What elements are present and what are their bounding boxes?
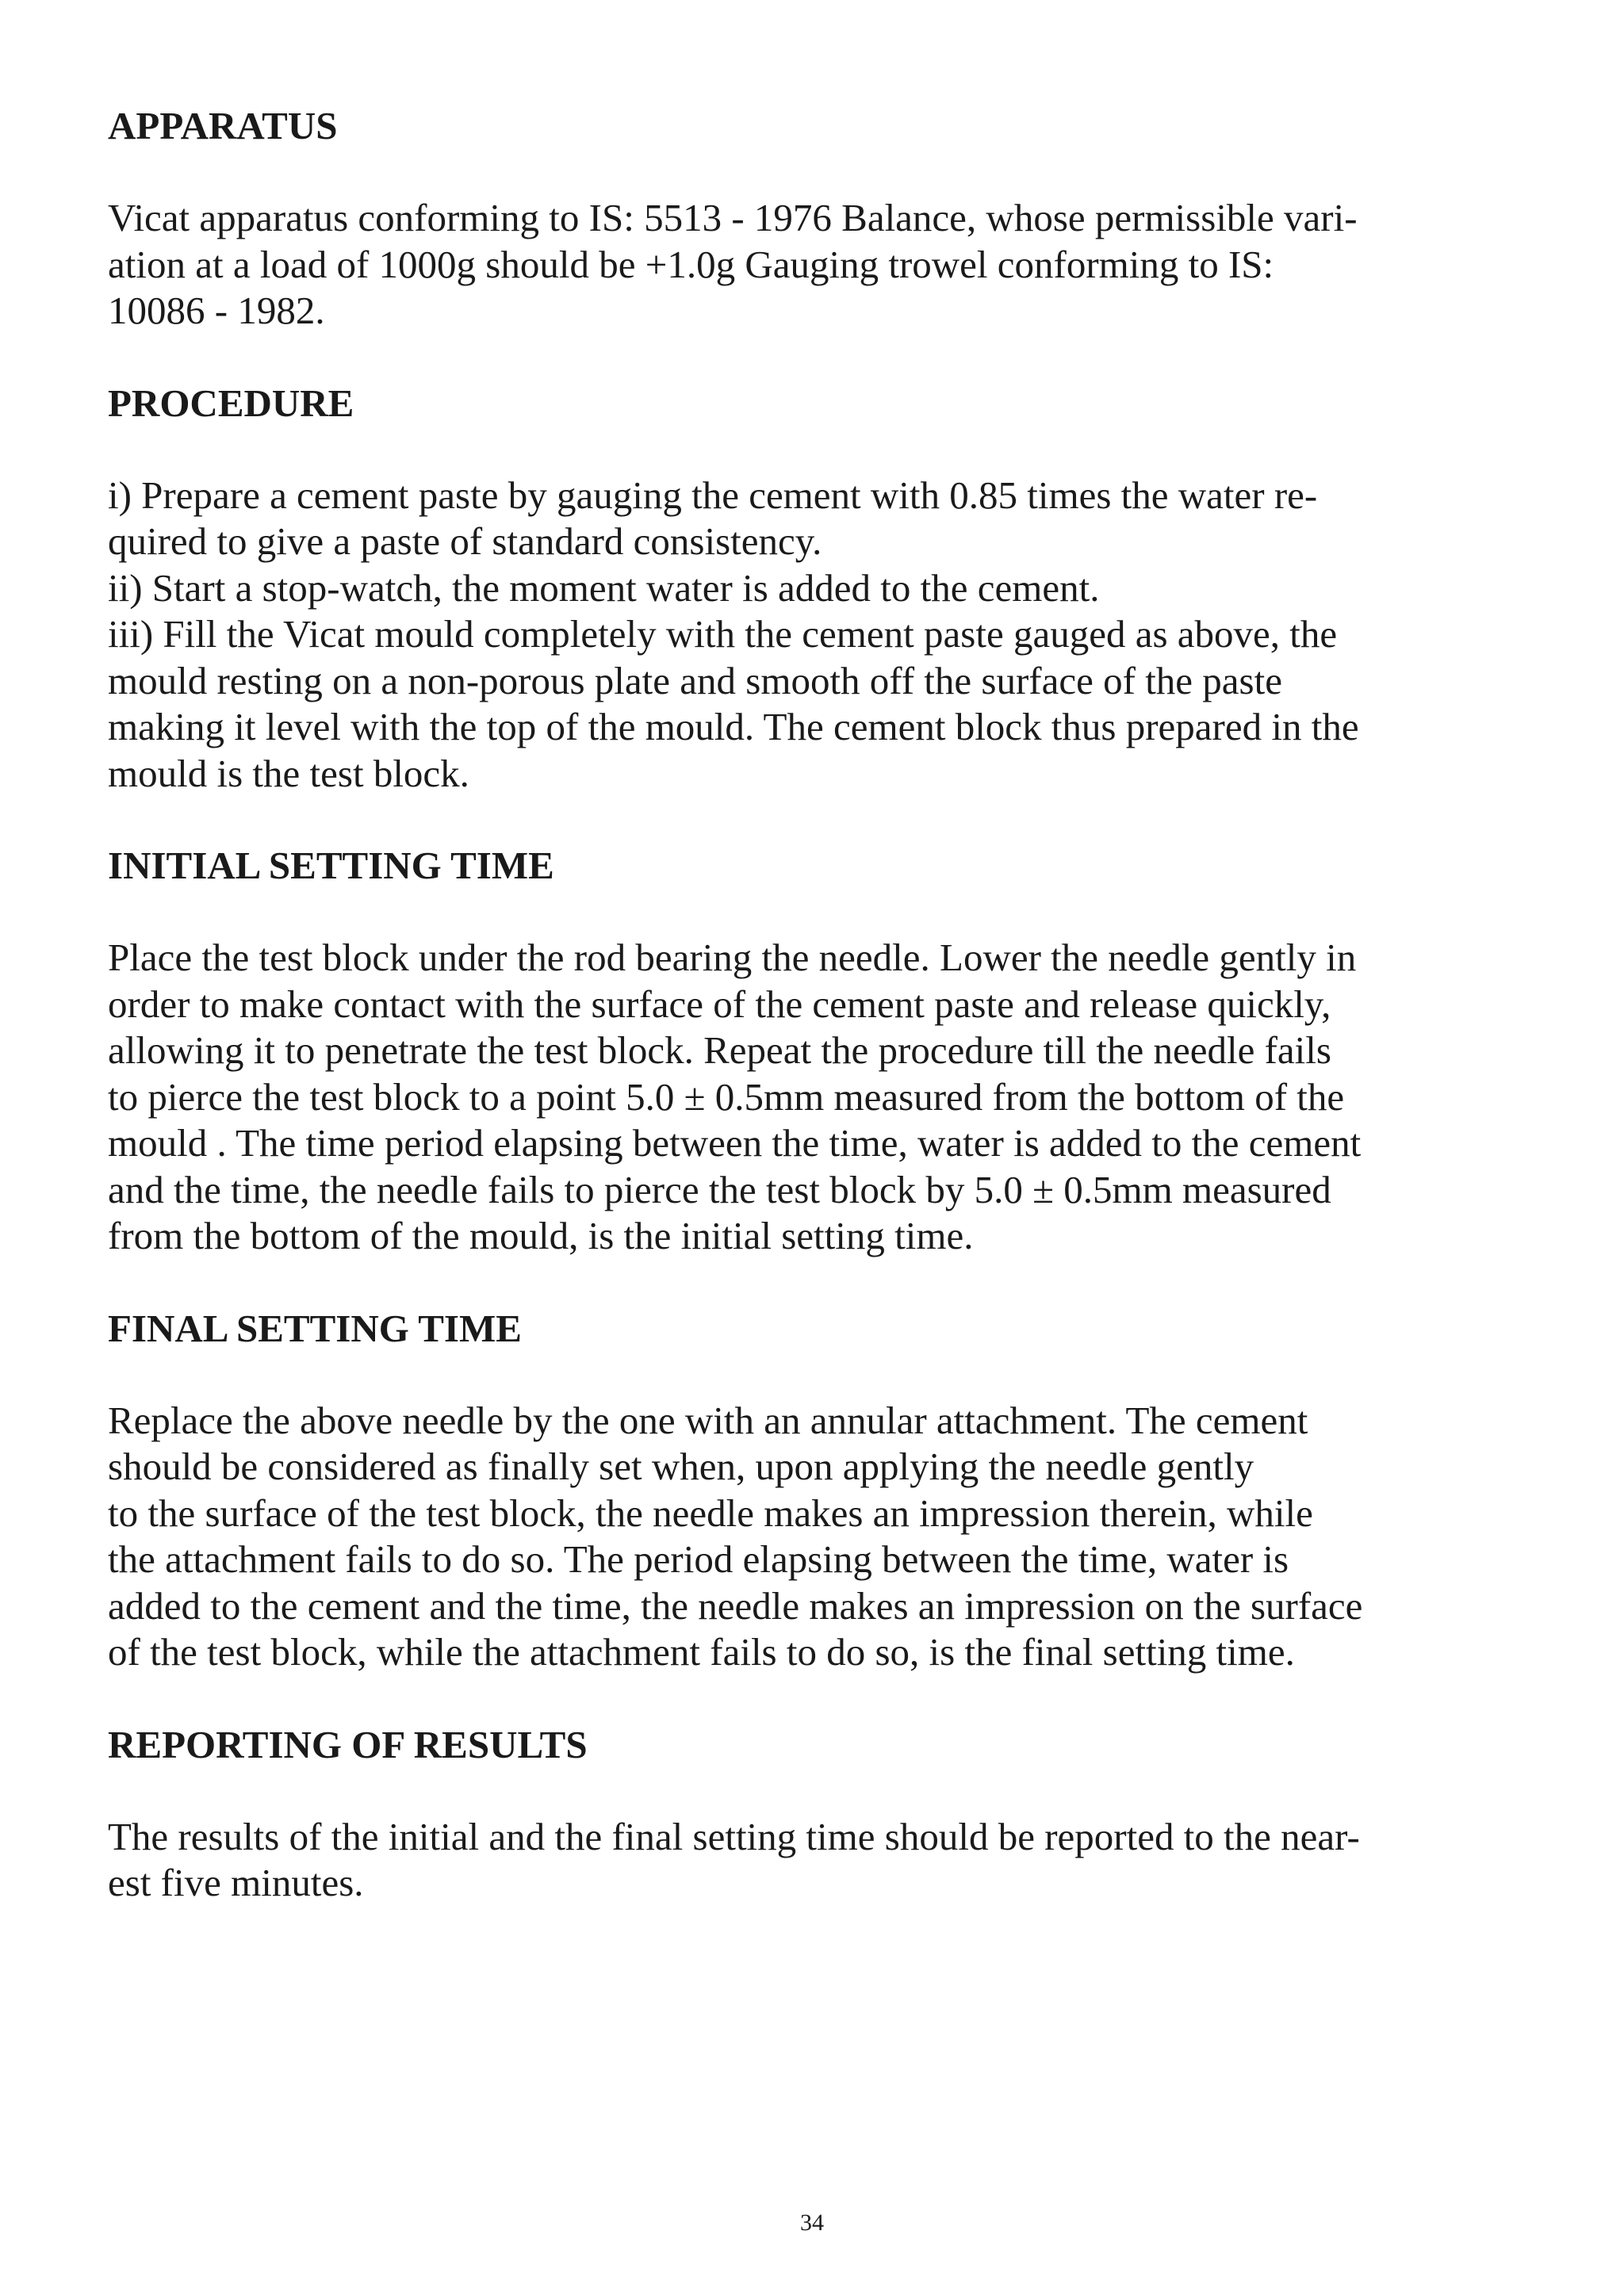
final-setting-time-heading: FINAL SETTING TIME <box>108 1306 522 1350</box>
paragraph-line: Place the test block under the rod bearing the needle. Lower the needle gently in <box>108 936 1357 979</box>
paragraph-line: and the time, the needle fails to pierce the test block by 5.0 ± 0.5mm measured <box>108 1167 1331 1211</box>
page-number: 34 <box>800 2210 824 2236</box>
initial-setting-time-paragraph <box>108 935 1527 1260</box>
initial-setting-time-heading: INITIAL SETTING TIME <box>108 844 554 887</box>
paragraph-line: iii) Fill the Vicat mould completely with the cement paste gauged as above, the <box>108 612 1338 656</box>
reporting-of-results-heading: REPORTING OF RESULTS <box>108 1722 588 1766</box>
paragraph-line: mould . The time period elapsing between the time, water is added to the cement <box>108 1121 1362 1165</box>
paragraph-line: making it level with the top of the mould. The cement block thus prepared in the <box>108 705 1359 748</box>
paragraph-line: added to the cement and the time, the needle makes an impression on the surface <box>108 1583 1363 1628</box>
paragraph-line: Vicat apparatus conforming to IS: 5513 - 1976 Balance, whose permissible vari- <box>108 196 1358 239</box>
document-page <box>108 103 1527 1907</box>
paragraph-line: ii) Start a stop-watch, the moment water is added to the cement. <box>108 565 1100 610</box>
apparatus-paragraph <box>108 195 1527 335</box>
procedure-heading: PROCEDURE <box>108 381 354 425</box>
final-setting-time-paragraph <box>108 1398 1527 1676</box>
paragraph-line: should be considered as finally set when, upon applying the needle gently <box>108 1445 1254 1488</box>
paragraph-line: Replace the above needle by the one with an annular attachment. The cement <box>108 1398 1308 1442</box>
procedure-paragraph <box>108 473 1527 798</box>
paragraph-line: to the surface of the test block, the needle makes an impression therein, while <box>108 1490 1313 1535</box>
paragraph-line: quired to give a paste of standard consistency. <box>108 519 822 563</box>
paragraph-line: est five minutes. <box>108 1861 364 1904</box>
paragraph-line: of the test block, while the attachment fails to do so, is the final setting time. <box>108 1630 1295 1674</box>
paragraph-line: The results of the initial and the final setting time should be reported to the near- <box>108 1814 1360 1858</box>
paragraph-line: i) Prepare a cement paste by gauging the cement with 0.85 times the water re- <box>108 473 1318 517</box>
reporting-of-results-paragraph <box>108 1814 1527 1907</box>
paragraph-line: order to make contact with the surface of the cement paste and release quickly, <box>108 982 1331 1026</box>
paragraph-line: to pierce the test block to a point 5.0 ± 0.5mm measured from the bottom of the <box>108 1074 1345 1119</box>
paragraph-line: the attachment fails to do so. The period elapsing between the time, water is <box>108 1537 1289 1581</box>
paragraph-line: ation at a load of 1000g should be +1.0g Gauging trowel conforming to IS: <box>108 242 1274 286</box>
apparatus-heading: APPARATUS <box>108 104 338 147</box>
paragraph-line: 10086 - 1982. <box>108 289 325 332</box>
paragraph-line: mould is the test block. <box>108 751 469 795</box>
paragraph-line: allowing it to penetrate the test block. Repeat the procedure till the needle fails <box>108 1028 1331 1072</box>
paragraph-line: mould resting on a non-porous plate and smooth off the surface of the paste <box>108 658 1282 702</box>
paragraph-line: from the bottom of the mould, is the initial setting time. <box>108 1214 974 1257</box>
